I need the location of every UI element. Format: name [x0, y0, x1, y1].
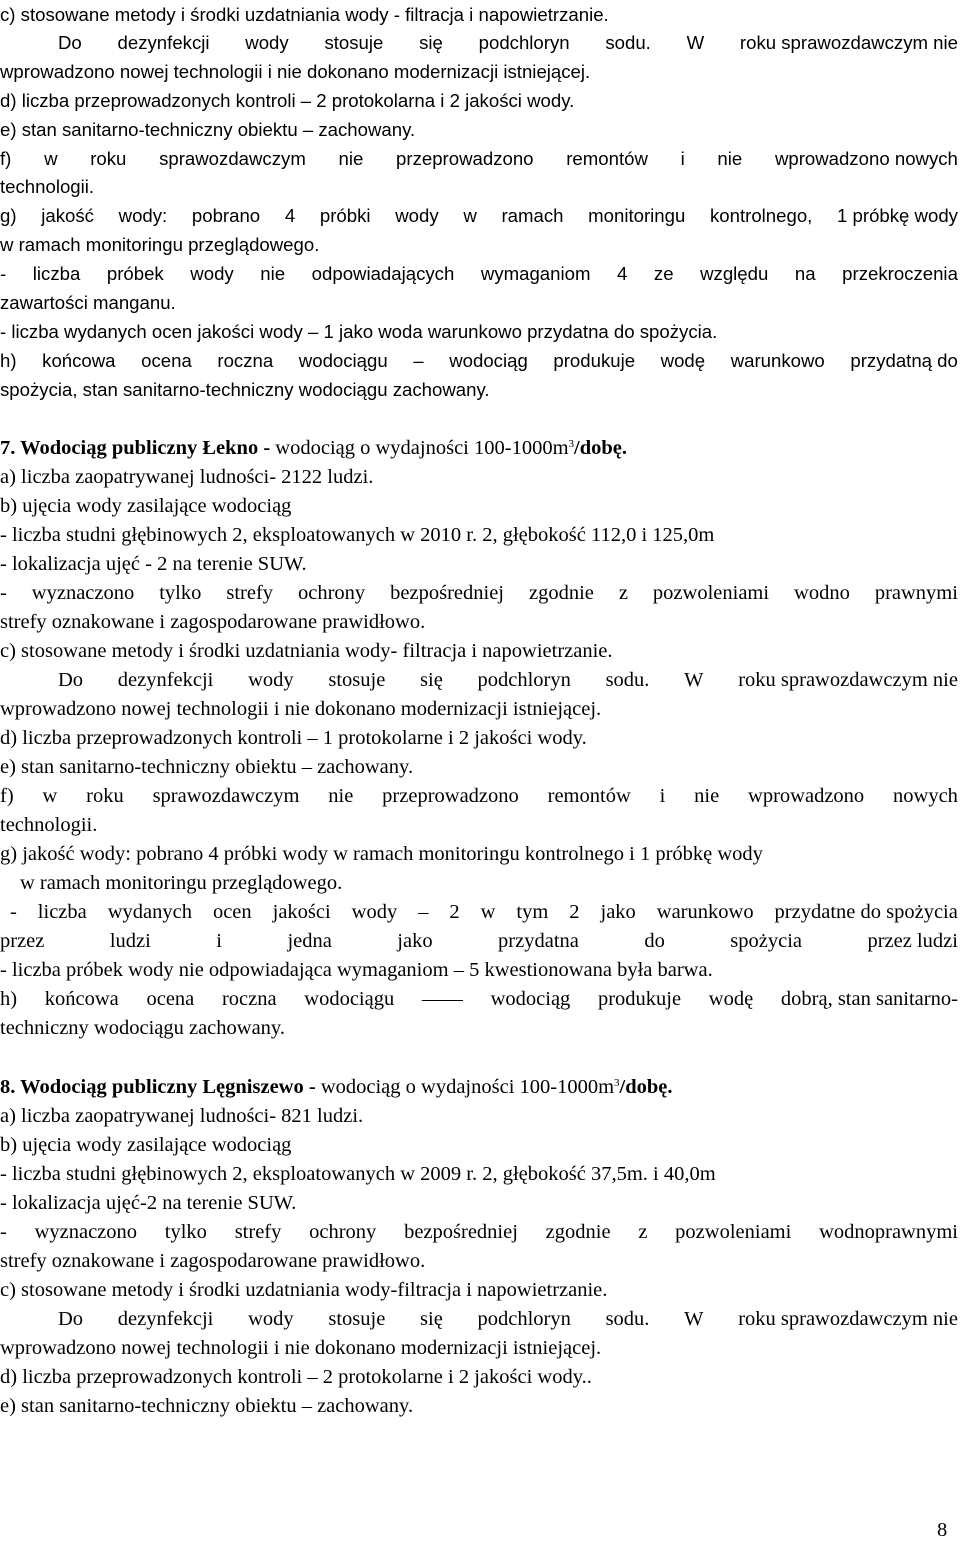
text-line: b) ujęcia wody zasilające wodociąg [0, 495, 292, 517]
text-line: technologii. [0, 814, 98, 836]
text-line: d) liczba przeprowadzonych kontroli – 2 protokolarna i 2 jakości wody. [0, 90, 575, 111]
text-line-justified: Do dezynfekcji wody stosuje się podchloryn sodu. W roku sprawozdawczym nie [58, 669, 958, 691]
text-line: a) liczba zaopatrywanej ludności- 2122 ludzi. [0, 466, 374, 488]
text-line: - lokalizacja ujęć-2 na terenie SUW. [0, 1192, 297, 1214]
text-line: spożycia, stan sanitarno-techniczny wodociągu zachowany. [0, 379, 490, 400]
text-line: e) stan sanitarno-techniczny obiektu – zachowany. [0, 1395, 414, 1417]
text-line: a) liczba zaopatrywanej ludności- 821 ludzi. [0, 1105, 364, 1127]
text-line-justified: Do dezynfekcji wody stosuje się podchloryn sodu. W roku sprawozdawczym nie [58, 1308, 958, 1330]
text-line: e) stan sanitarno-techniczny obiektu – zachowany. [0, 756, 414, 778]
text-line: c) stosowane metody i środki uzdatniania wody- filtracja i napowietrzanie. [0, 640, 613, 662]
text-line: b) ujęcia wody zasilające wodociąg [0, 1134, 292, 1156]
text-line: wprowadzono nowej technologii i nie dokonano modernizacji istniejącej. [0, 61, 591, 82]
text-line: e) stan sanitarno-techniczny obiektu – zachowany. [0, 119, 416, 140]
text-line-justified: - wyznaczono tylko strefy ochrony bezpośredniej zgodnie z pozwoleniami wodnoprawnymi [0, 1221, 958, 1243]
section-heading: 8. Wodociąg publiczny Lęgniszewo - wodociąg o wydajności $100-1000m^3$/dobę. [0, 1076, 673, 1098]
text-line-justified: h) końcowa ocena roczna wodociągu – wodociąg produkuje wodę warunkowo przydatną do [0, 350, 958, 371]
text-line-justified: - liczba próbek wody nie odpowiadających wymaganiom 4 ze względu na przekroczenia [0, 263, 958, 284]
text-line: wprowadzono nowej technologii i nie dokonano modernizacji istniejącej. [0, 698, 602, 720]
text-line: - liczba studni głębinowych 2, eksploatowanych w 2010 r. 2, głębokość 112,0 i 125,0m [0, 524, 715, 546]
section-heading: 7. Wodociąg publiczny Łekno - wodociąg o wydajności $100-1000m^3$/dobę. [0, 437, 627, 459]
text-line: - lokalizacja ujęć - 2 na terenie SUW. [0, 553, 307, 575]
text-line: strefy oznakowane i zagospodarowane prawidłowo. [0, 611, 426, 633]
text-line: d) liczba przeprowadzonych kontroli – 2 protokolarne i 2 jakości wody.. [0, 1366, 592, 1388]
text-line: wprowadzono nowej technologii i nie dokonano modernizacji istniejącej. [0, 1337, 602, 1359]
text-line: strefy oznakowane i zagospodarowane prawidłowo. [0, 1250, 426, 1272]
text-line: - liczba próbek wody nie odpowiadająca wymaganiom – 5 kwestionowana była barwa. [0, 959, 713, 981]
text-line-justified: Do dezynfekcji wody stosuje się podchloryn sodu. W roku sprawozdawczym nie [58, 32, 958, 53]
text-line-justified: g) jakość wody: pobrano 4 próbki wody w ramach monitoringu kontrolnego, 1 próbkę wody [0, 205, 958, 226]
text-line: d) liczba przeprowadzonych kontroli – 1 protokolarne i 2 jakości wody. [0, 727, 587, 749]
text-line-justified: h) końcowa ocena roczna wodociągu —— wodociąg produkuje wodę dobrą, stan sanitarno- [0, 988, 958, 1010]
text-line: - liczba wydanych ocen jakości wody – 1 jako woda warunkowo przydatna do spożycia. [0, 321, 718, 342]
text-line-justified: f) w roku sprawozdawczym nie przeprowadzono remontów i nie wprowadzono nowych [0, 148, 958, 169]
text-line-justified: - liczba wydanych ocen jakości wody – 2 w tym 2 jako warunkowo przydatne do spożycia [10, 901, 958, 923]
text-line: w ramach monitoringu przeglądowego. [0, 234, 320, 255]
text-line: techniczny wodociągu zachowany. [0, 1017, 285, 1039]
text-line: w ramach monitoringu przeglądowego. [20, 872, 343, 894]
text-line: - liczba studni głębinowych 2, eksploatowanych w 2009 r. 2, głębokość 37,5m. i 40,0m [0, 1163, 716, 1185]
text-line-justified: przez ludzi i jedna jako przydatna do spożycia przez ludzi [0, 930, 958, 952]
text-line-justified: - wyznaczono tylko strefy ochrony bezpośredniej zgodnie z pozwoleniami wodno prawnymi [0, 582, 958, 604]
text-line: zawartości manganu. [0, 292, 176, 313]
text-line: c) stosowane metody i środki uzdatniania wody - filtracja i napowietrzanie. [0, 4, 609, 25]
text-line: g) jakość wody: pobrano 4 próbki wody w ramach monitoringu kontrolnego i 1 próbkę wody [0, 843, 763, 865]
text-line-justified: f) w roku sprawozdawczym nie przeprowadzono remontów i nie wprowadzono nowych [0, 785, 958, 807]
page-number: 8 [937, 1519, 948, 1541]
text-line: c) stosowane metody i środki uzdatniania wody-filtracja i napowietrzanie. [0, 1279, 608, 1301]
text-line: technologii. [0, 176, 95, 197]
